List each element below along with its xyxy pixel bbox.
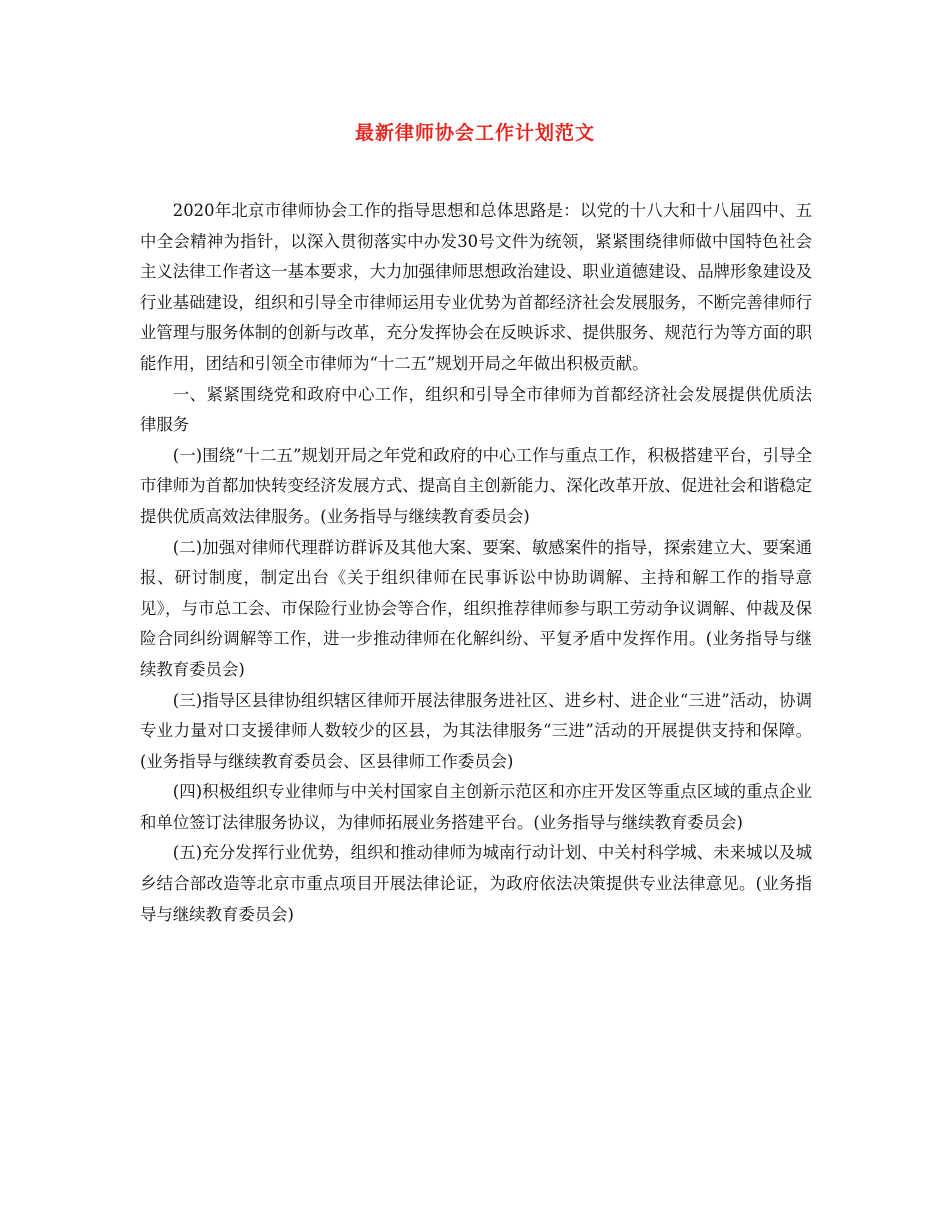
paragraph-item-3: (三)指导区县律协组织辖区律师开展法律服务进社区、进乡村、进企业“三进”活动，协调专业力量对口支援律师人数较少的区县，为其法律服务“三进”活动的开展提供支持和保障。(业务指导与继续教育委员会、区县律师工作委员会) (140, 690, 812, 771)
paragraph-section-1: 一、紧紧围绕党和政府中心工作，组织和引导全市律师为首都经济社会发展提供优质法律服务 (140, 384, 812, 435)
document-title: 最新律师协会工作计划范文 (354, 122, 595, 144)
paragraph-item-5: (五)充分发挥行业优势，组织和推动律师为城南行动计划、中关村科学城、未来城以及城乡结合部改造等北京市重点项目开展法律论证，为政府依法决策提供专业法律意见。(业务指导与继续教育委员会) (140, 843, 812, 924)
paragraph-item-2: (二)加强对律师代理群访群诉及其他大案、要案、敏感案件的指导，探索建立大、要案通报、研讨制度，制定出台《关于组织律师在民事诉讼中协助调解、主持和解工作的指导意见》，与市总工会、市保险行业协会等合作，组织推荐律师参与职工劳动争议调解、仲裁及保险合同纠纷调解等工作，进一步推动律师在化解纠纷、平复矛盾中发挥作用。(业务指导与继续教育委员会) (140, 537, 812, 679)
paragraph-item-4: (四)积极组织专业律师与中关村国家自主创新示范区和亦庄开发区等重点区域的重点企业和单位签订法律服务协议，为律师拓展业务搭建平台。(业务指导与继续教育委员会) (140, 782, 812, 832)
document-body (140, 196, 812, 930)
paragraph-item-1: (一)围绕“十二五”规划开局之年党和政府的中心工作与重点工作，积极搭建平台，引导全市律师为首都加快转变经济发展方式、提高自主创新能力、深化改革开放、促进社会和谐稳定提供优质高效法律服务。(业务指导与继续教育委员会) (140, 445, 813, 526)
paragraph-intro: 2020年北京市律师协会工作的指导思想和总体思路是：以党的十八大和十八届四中、五中全会精神为指针，以深入贯彻落实中办发30号文件为统领，紧紧围绕律师做中国特色社会主义法律工作者这一基本要求，大力加强律师思想政治建设、职业道德建设、品牌形象建设及行业基础建设，组织和引导全市律师运用专业优势为首都经济社会发展服务，不断完善律师行业管理与服务体制的创新与改革，充分发挥协会在反映诉求、提供服务、规范行为等方面的职能作用，团结和引领全市律师为“十二五”规划开局之年做出积极贡献。 (140, 201, 813, 373)
